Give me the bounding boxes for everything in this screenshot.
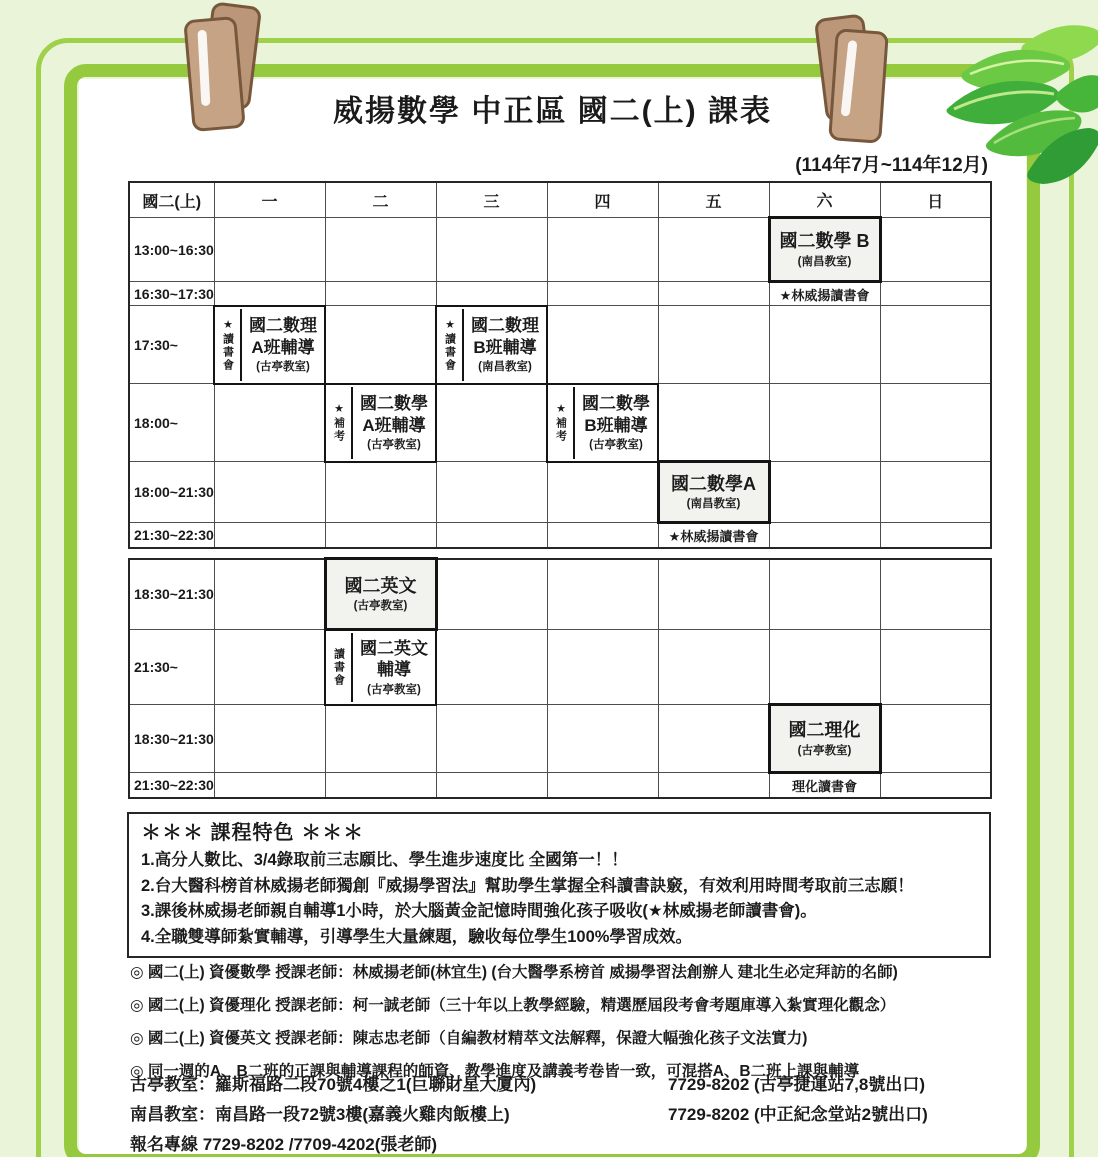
course-room: (古亭教室) [353, 600, 408, 613]
empty-cell [436, 218, 547, 282]
course-title: 國二數學 B [779, 231, 870, 252]
empty-cell [325, 705, 436, 773]
empty-cell [436, 630, 547, 705]
date-range: (114年7月~114年12月) [795, 155, 988, 176]
empty-cell [547, 630, 658, 705]
empty-cell [547, 462, 658, 523]
course-features-box [127, 812, 991, 958]
empty-cell [214, 462, 325, 523]
empty-cell [880, 523, 991, 548]
timetable-row [129, 773, 991, 798]
empty-cell [214, 559, 325, 630]
empty-cell [214, 630, 325, 705]
course-subtitle: B班輔導 [584, 415, 648, 435]
registration-hotline: 報名專線 7729-8202 /7709-4202(張老師) [130, 1135, 438, 1154]
empty-cell [769, 306, 880, 384]
header-thu: 四 [547, 182, 658, 218]
course-strip: ★補考 [548, 387, 575, 459]
empty-cell [325, 462, 436, 523]
reading-club-note: 理化讀書會 [769, 773, 880, 798]
header-fri: 五 [658, 182, 769, 218]
teacher-notes [130, 956, 1025, 1088]
course-cell-english-tutor [325, 630, 436, 705]
empty-cell [547, 523, 658, 548]
paper-clip-icon [186, 4, 256, 132]
course-subtitle: 輔導 [377, 660, 411, 680]
course-room: (古亭教室) [367, 683, 421, 696]
header-sat: 六 [769, 182, 880, 218]
course-title: 國二數學 [360, 394, 428, 414]
classroom-address: 古亭教室：羅斯福路二段70號4樓之1(巨聯財星大廈內) [130, 1075, 537, 1094]
teacher-note-classes: ◎ 同一週的A、B二班的正課與輔導課程的師資、教學進度及講義考卷皆一致，可混搭A、B二班上課與輔導 [130, 1063, 860, 1080]
empty-cell [658, 384, 769, 462]
empty-cell [769, 523, 880, 548]
empty-cell [436, 773, 547, 798]
empty-cell [325, 218, 436, 282]
course-cell-physics [769, 705, 880, 773]
empty-cell [547, 559, 658, 630]
empty-cell [880, 282, 991, 306]
reading-club-note: ★林威揚讀書會 [769, 282, 880, 306]
empty-cell [880, 218, 991, 282]
timetable-row [129, 306, 991, 384]
empty-cell [658, 630, 769, 705]
classroom-phone: 7729-8202 (古亭捷運站7,8號出口) [668, 1075, 925, 1094]
empty-cell [436, 384, 547, 462]
course-title: 國二英文 [344, 575, 417, 596]
empty-cell [214, 218, 325, 282]
course-subtitle: A班輔導 [362, 415, 426, 435]
empty-cell [436, 559, 547, 630]
course-cell-science-a [214, 306, 325, 384]
course-room: (古亭教室) [256, 360, 310, 373]
paper-clip-front [183, 16, 246, 132]
timetable-secondary [128, 557, 992, 799]
reading-club-note: ★林威揚讀書會 [658, 523, 769, 548]
teacher-note-physics: ◎ 國二(上) 資優理化 授課老師：柯一誠老師（三十年以上教學經驗，精選歷屆段考會考題庫導入紮實理化觀念） [130, 997, 896, 1014]
course-title: 國二數理 [249, 316, 317, 336]
empty-cell [658, 773, 769, 798]
course-title: 國二理化 [788, 720, 861, 741]
time-label: 17:30~ [129, 306, 214, 384]
course-cell-math-tutor-b [547, 384, 658, 462]
time-label: 18:00~ [129, 384, 214, 462]
empty-cell [214, 384, 325, 462]
course-room: (古亭教室) [589, 438, 643, 451]
empty-cell [880, 559, 991, 630]
course-strip: 讀書會 [326, 633, 353, 702]
time-label: 21:30~ [129, 630, 214, 705]
features-heading: ＊＊＊ 課程特色 ＊＊＊ [141, 822, 365, 844]
teacher-note-math: ◎ 國二(上) 資優數學 授課老師：林威揚老師(林宜生) (台大醫學系榜首 威揚學習法創辦人 建北生必定拜訪的名師) [130, 964, 898, 981]
course-subtitle: A班輔導 [251, 337, 315, 357]
empty-cell [325, 773, 436, 798]
course-room: (古亭教室) [797, 744, 852, 757]
empty-cell [769, 462, 880, 523]
contact-row [130, 1100, 1010, 1130]
contact-row [130, 1070, 1010, 1100]
empty-cell [658, 306, 769, 384]
empty-cell [436, 462, 547, 523]
header-sun: 日 [880, 182, 991, 218]
empty-cell [214, 705, 325, 773]
paper-clip-front [828, 28, 889, 143]
header-wed: 三 [436, 182, 547, 218]
page-title: 威揚數學 中正區 國二(上) 課表 [333, 95, 772, 128]
contact-info [130, 1070, 1010, 1157]
empty-cell [547, 773, 658, 798]
empty-cell [769, 384, 880, 462]
course-room: (古亭教室) [367, 438, 421, 451]
time-label: 18:00~21:30 [129, 462, 214, 523]
course-cell-math-a [658, 462, 769, 523]
empty-cell [547, 282, 658, 306]
empty-cell [547, 705, 658, 773]
feature-item: 1.高分人數比、3/4錄取前三志願比、學生進步速度比 全國第一！！ [141, 851, 628, 869]
timetable-row [129, 630, 991, 705]
empty-cell [658, 559, 769, 630]
empty-cell [880, 462, 991, 523]
timetable-row [129, 282, 991, 306]
course-title: 國二數學 [582, 394, 650, 414]
teacher-note-english: ◎ 國二(上) 資優英文 授課老師：陳志忠老師（自編教材精萃文法解釋，保證大幅強化孩子文法實力) [130, 1030, 808, 1047]
header-tue: 二 [325, 182, 436, 218]
empty-cell [325, 282, 436, 306]
paper-clip-icon [820, 16, 890, 144]
time-label: 16:30~17:30 [129, 282, 214, 306]
time-label: 21:30~22:30 [129, 523, 214, 548]
empty-cell [769, 630, 880, 705]
empty-cell [658, 282, 769, 306]
timetable-row [129, 218, 991, 282]
empty-cell [658, 218, 769, 282]
empty-cell [547, 218, 658, 282]
time-label: 18:30~21:30 [129, 559, 214, 630]
empty-cell [658, 705, 769, 773]
course-title: 國二數學A [671, 473, 756, 494]
empty-cell [325, 306, 436, 384]
header-mon: 一 [214, 182, 325, 218]
empty-cell [880, 705, 991, 773]
empty-cell [880, 630, 991, 705]
timetable-row [129, 559, 991, 630]
empty-cell [769, 559, 880, 630]
classroom-address: 南昌教室：南昌路一段72號3樓(嘉義火雞肉飯樓上) [130, 1105, 510, 1124]
timetable-row [129, 384, 991, 462]
course-cell-math-b [769, 218, 880, 282]
course-title: 國二數理 [471, 316, 539, 336]
empty-cell [547, 306, 658, 384]
course-cell-english [325, 559, 436, 630]
feature-item: 3.課後林威揚老師親自輔導1小時，於大腦黃金記憶時間強化孩子吸收(★林威揚老師讀書會)。 [141, 902, 817, 920]
feature-item: 4.全職雙導師紮實輔導，引導學生大量練題，驗收每位學生100%學習成效。 [141, 927, 692, 946]
leaves-icon [928, 10, 1098, 215]
header-class: 國二(上) [129, 182, 214, 218]
course-title: 國二英文 [360, 639, 428, 658]
timetable-row [129, 523, 991, 548]
course-cell-science-b [436, 306, 547, 384]
empty-cell [880, 384, 991, 462]
course-cell-math-tutor-a [325, 384, 436, 462]
course-strip: ★讀書會 [437, 309, 464, 381]
empty-cell [436, 282, 547, 306]
time-label: 21:30~22:30 [129, 773, 214, 798]
empty-cell [325, 523, 436, 548]
course-room: (南昌教室) [797, 255, 852, 268]
course-strip: ★讀書會 [215, 309, 242, 381]
empty-cell [214, 282, 325, 306]
timetable-row [129, 462, 991, 523]
course-room: (南昌教室) [686, 498, 741, 511]
feature-item: 2.台大醫科榜首林威揚老師獨創『威揚學習法』幫助學生掌握全科讀書訣竅，有效利用時間考取前三志願！ [141, 876, 914, 895]
course-room: (南昌教室) [478, 360, 532, 373]
course-strip: ★補考 [326, 387, 353, 459]
empty-cell [436, 523, 547, 548]
empty-cell [214, 523, 325, 548]
timetable-main [128, 181, 992, 549]
empty-cell [880, 773, 991, 798]
empty-cell [214, 773, 325, 798]
timetable-header-row [129, 182, 991, 218]
time-label: 18:30~21:30 [129, 705, 214, 773]
classroom-phone: 7729-8202 (中正紀念堂站2號出口) [668, 1105, 928, 1124]
time-label: 13:00~16:30 [129, 218, 214, 282]
timetable-row [129, 705, 991, 773]
empty-cell [880, 306, 991, 384]
empty-cell [436, 705, 547, 773]
course-subtitle: B班輔導 [473, 337, 537, 357]
